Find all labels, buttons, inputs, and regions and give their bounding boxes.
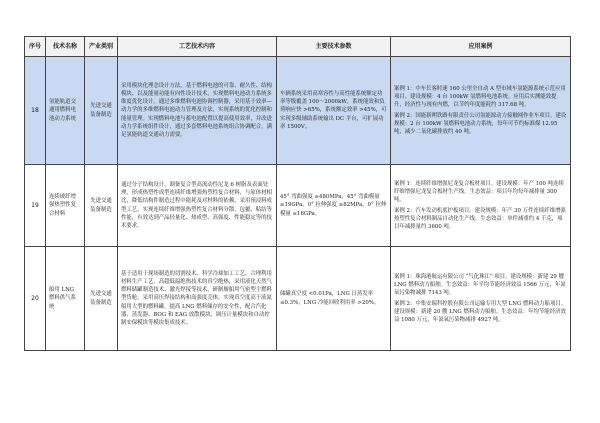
row-industry: 先进交通装备制造 <box>85 165 118 247</box>
case-item: 案例 2：国能新朔铁路有限责任公司氢能源动力接触网作业车项目。建设规模：2 台 100kW 氢燃料电池动力系统，每年可节约标准煤 12.95 吨，减少二氧化碳排放约 40 吨。 <box>394 112 567 135</box>
row-process: 采用模块化理念设计方法，基于燃料电池的可靠、耐久性、结构模块、以及能量功能有向性设计技术，实现燃料电池动力系统多维度优化设计。通过多维燃料电池协调控制器，采用基于效率—动力学的多维燃料电池动力管理及方法，实现系统的优化控制和能量管理。实现燃料电池与蓄电池配置以提高使用效率，并改进动力学系统组件设计，通过多套燃料电池系统组合协调配合，满足氢能轨道交通动力需要。 <box>118 57 277 165</box>
row-cases <box>391 247 571 351</box>
row-params: 45° 弯曲强度 ≥480MPa，45° 弯曲模量 ≥19GPa，0° 拉伸强度 ≥82MPa，0° 拉伸模量 ≥16GPa。 <box>277 165 391 247</box>
row-industry: 先进交通装备制造 <box>85 57 118 165</box>
row-cases <box>391 57 571 165</box>
row-name: 连续玻纤增强热塑性复合材料 <box>46 165 85 247</box>
header-params: 主要技术参数 <box>277 37 391 57</box>
row-process: 基于适用于现场制造的切割技术、科学冷却加工工艺，合理利用材料生产工艺，高超低温绝热技术的真空绝热，采用液化天然气燃料储罐制造技术、激光焊接等技术，研制舰船用气密型主燃料型货舱，采用高压焊接结构和高强度壳体，实现真空度高于液氮船用大型的燃料罐，提高 LNG 燃料储存的安全性，配合汽化器、蒸发器、BOG 和 EAG 放散模块、调压计量模块和自动控制安保模块等模块集成技术。 <box>118 247 277 351</box>
table-header-row <box>25 37 571 57</box>
case-item: 案例 2：中集安瑞科控股有限公司运输专用大型 LNG 燃料动力船项目。建设规模：新建 20 艘 LNG 燃料动力船舶。生态效益：年均节能经济效益 1080 万元，年氮氧污染物减排 4927 吨。 <box>394 300 567 323</box>
row-cases <box>391 165 571 247</box>
header-no: 序号 <box>25 37 46 57</box>
row-params: 储罐真空度 <0.01Pa，LNG 日蒸发率 ≤0.3%，LNG 冷能回收利用率 >20%。 <box>277 247 391 351</box>
row-params: 车辆系统采用高寒容性与高性能系统额定功率等级覆盖 100～2000kW，系统能效和负荷响应快 >65%，系统额定效率 >45%，可实现多级辅助系统输出 DC 平台，可扩展功率 1500V。 <box>277 57 391 165</box>
row-name: 氢能轨道交通用燃料电池动力系统 <box>46 57 85 165</box>
case-item: 案例 1：连续纤维增强尼龙复合板材项目。建设规模：年产 100 吨连续纤维增强尼龙复合板材生产线。生态效益：项目年均每年减排量 300 吨。 <box>394 181 564 204</box>
header-cases: 应用案例 <box>391 37 571 57</box>
case-item: 案例 1：中车长客时速 160 公里全自动 A 型市域车氢能源系统示范应用项目。建设规模：4 台 100kW 氢燃料电池系统。应用后实测能效提升，经济性与现有内燃，以节约年度能耗约 317.68 吨。 <box>394 86 566 109</box>
header-industry: 产业类别 <box>85 37 118 57</box>
case-item: 案例 2：汽车发动机底护板项目。建设规模：年产 30 万件连续纤维增强热塑性复合材料制品自动化生产线。生态效益：单件减重约 4 千克，项目年减排量约 3600 吨。 <box>394 207 566 230</box>
row-name: 船用 LNG 燃料供气系统 <box>46 247 85 351</box>
table-row <box>25 165 571 247</box>
technology-table <box>24 36 571 351</box>
case-item: 案例 1：珠海港航运有限公司 “气化珠江” 项目。建设规模：新建 29 艘 LNG 燃料动力船舶。生态效益：年平均节能经济效益 1566 万元，年氮氧污染物减排 7143 吨。 <box>394 274 566 297</box>
header-name: 技术名称 <box>46 37 85 57</box>
row-industry: 先进交通装备制造 <box>85 247 118 351</box>
table-row <box>25 247 571 351</box>
row-no: 20 <box>25 247 46 351</box>
row-process: 通过分子结构设计，制备复合型高流动性尼龙 6 树脂及表面处理，形成热塑性成型连续纤维增强热塑性复合材料，与原体材相比，降低结构件制造过程中能耗及对材料的依赖，采用预浸料成型工艺，实现连续纤维增强热塑性复合材料分散、包覆、粘结等性能，有效达到产品轻量化、热成型、高强度、性能稳定等的技术要求。 <box>118 165 277 247</box>
row-no: 19 <box>25 165 46 247</box>
row-no: 18 <box>25 57 46 165</box>
header-process: 工艺技术内容 <box>118 37 277 57</box>
table-row <box>25 57 571 165</box>
